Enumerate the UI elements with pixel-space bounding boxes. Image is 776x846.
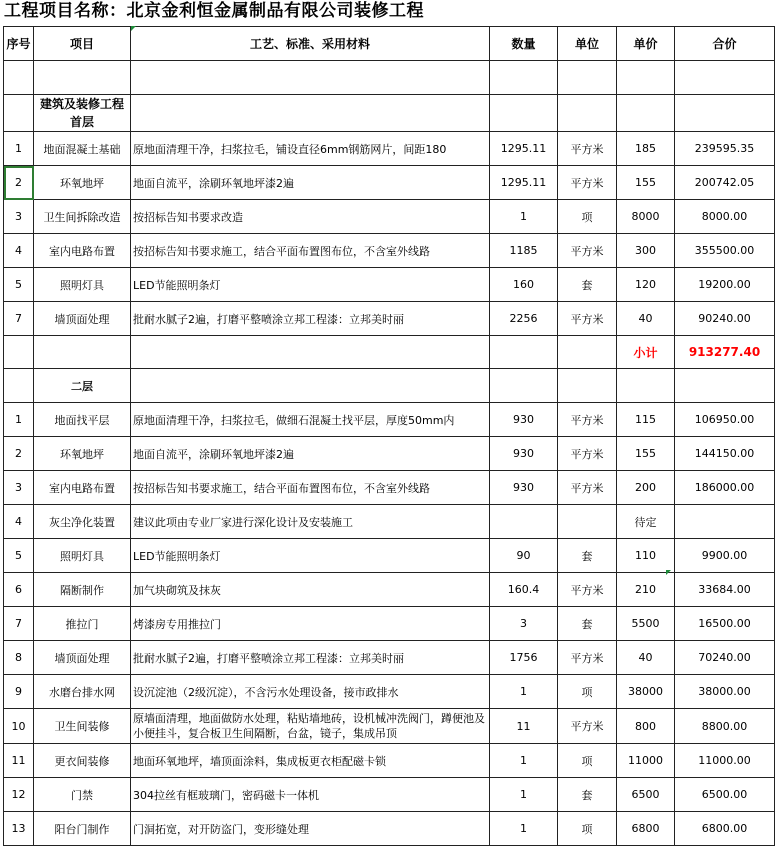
f2-cell-total[interactable]: 8800.00 <box>675 709 775 744</box>
f1-cell-unit[interactable]: 平方米 <box>558 302 617 336</box>
f2-cell-desc[interactable]: 批耐水腻子2遍，打磨平整喷涂立邦工程漆：立邦美时丽 <box>131 641 490 675</box>
f2-cell-unit[interactable]: 平方米 <box>558 709 617 744</box>
f1-cell-item[interactable]: 墙顶面处理 <box>34 302 131 336</box>
f1-cell-price[interactable]: 155 <box>617 166 675 200</box>
f2-cell-total[interactable]: 70240.00 <box>675 641 775 675</box>
f2-cell-item[interactable]: 推拉门 <box>34 607 131 641</box>
f2-cell-price[interactable]: 6500 <box>617 778 675 812</box>
table-row <box>4 166 775 200</box>
table-row <box>4 778 775 812</box>
table-row <box>4 641 775 675</box>
f2-cell-seq[interactable]: 8 <box>4 641 34 675</box>
table-row <box>4 607 775 641</box>
f1-cell-total[interactable]: 19200.00 <box>675 268 775 302</box>
f2-cell-qty[interactable]: 90 <box>490 539 558 573</box>
cell-comment-marker <box>131 26 136 31</box>
f2-cell-qty[interactable]: 3 <box>490 607 558 641</box>
f2-cell-price[interactable]: 5500 <box>617 607 675 641</box>
f2-cell-total[interactable]: 11000.00 <box>675 744 775 778</box>
empty-cell[interactable] <box>617 369 675 403</box>
f2-cell-seq[interactable]: 12 <box>4 778 34 812</box>
section-floor1-label[interactable] <box>34 95 131 132</box>
f2-cell-item[interactable]: 照明灯具 <box>34 539 131 573</box>
f2-cell-item[interactable]: 门禁 <box>34 778 131 812</box>
header-item[interactable]: 项目 <box>34 27 131 61</box>
f1-cell-qty[interactable]: 1295.11 <box>490 132 558 166</box>
f2-cell-qty[interactable]: 160.4 <box>490 573 558 607</box>
f2-cell-unit[interactable]: 平方米 <box>558 471 617 505</box>
header-desc[interactable]: 工艺、标准、采用材料 <box>131 27 490 61</box>
f2-cell-total[interactable]: 16500.00 <box>675 607 775 641</box>
f2-cell-price[interactable]: 110 <box>617 539 675 573</box>
f1-cell-seq[interactable]: 7 <box>4 302 34 336</box>
table-row <box>4 403 775 437</box>
table-row <box>4 573 775 607</box>
f1-cell-qty[interactable]: 2256 <box>490 302 558 336</box>
f2-cell-seq[interactable]: 10 <box>4 709 34 744</box>
f1-cell-qty[interactable]: 1185 <box>490 234 558 268</box>
f1-cell-qty[interactable]: 160 <box>490 268 558 302</box>
f1-cell-price[interactable]: 120 <box>617 268 675 302</box>
f2-cell-qty[interactable]: 930 <box>490 403 558 437</box>
f2-cell-desc[interactable]: 按招标告知书要求施工，结合平面布置图布位，不含室外线路 <box>131 471 490 505</box>
empty-cell[interactable] <box>675 369 775 403</box>
f2-cell-qty[interactable]: 1756 <box>490 641 558 675</box>
f2-cell-seq[interactable]: 4 <box>4 505 34 539</box>
empty-cell[interactable] <box>4 336 34 369</box>
table-row <box>4 234 775 268</box>
f2-cell-seq[interactable]: 6 <box>4 573 34 607</box>
f2-cell-unit[interactable]: 项 <box>558 812 617 846</box>
f1-cell-seq[interactable]: 2 <box>4 166 34 200</box>
f2-cell-total[interactable]: 6800.00 <box>675 812 775 846</box>
empty-cell[interactable] <box>490 369 558 403</box>
f2-cell-unit[interactable]: 套 <box>558 539 617 573</box>
f2-cell-desc[interactable]: 烤漆房专用推拉门 <box>131 607 490 641</box>
f2-cell-item[interactable]: 墙顶面处理 <box>34 641 131 675</box>
table-row <box>4 200 775 234</box>
f2-cell-item[interactable]: 阳台门制作 <box>34 812 131 846</box>
f2-cell-price[interactable]: 6800 <box>617 812 675 846</box>
f2-cell-desc[interactable]: 加气块砌筑及抹灰 <box>131 573 490 607</box>
f2-cell-price[interactable]: 800 <box>617 709 675 744</box>
f1-cell-desc[interactable]: LED节能照明条灯 <box>131 268 490 302</box>
f1-cell-item[interactable]: 卫生间拆除改造 <box>34 200 131 234</box>
empty-cell[interactable] <box>131 369 490 403</box>
empty-cell[interactable] <box>131 336 490 369</box>
f1-cell-seq[interactable]: 3 <box>4 200 34 234</box>
f1-cell-unit[interactable]: 平方米 <box>558 234 617 268</box>
quote-table <box>3 26 775 846</box>
f1-cell-item[interactable]: 环氧地坪 <box>34 166 131 200</box>
f1-cell-price[interactable]: 300 <box>617 234 675 268</box>
floor2-label[interactable]: 二层 <box>34 369 131 403</box>
f2-cell-item[interactable]: 环氧地坪 <box>34 437 131 471</box>
f2-cell-unit[interactable]: 项 <box>558 744 617 778</box>
f2-cell-desc[interactable]: 原地面清理干净，扫浆拉毛，做细石混凝土找平层，厚度50mm内 <box>131 403 490 437</box>
f1-cell-total[interactable]: 8000.00 <box>675 200 775 234</box>
f2-cell-seq[interactable]: 3 <box>4 471 34 505</box>
empty-cell[interactable] <box>558 336 617 369</box>
f2-cell-price[interactable]: 200 <box>617 471 675 505</box>
f2-cell-desc[interactable]: 设沉淀池（2级沉淀），不含污水处理设备，接市政排水 <box>131 675 490 709</box>
section-title: 建筑及装修工程 <box>39 97 124 111</box>
table-row <box>4 505 775 539</box>
f2-cell-qty[interactable]: 1 <box>490 675 558 709</box>
f1-cell-unit[interactable]: 项 <box>558 200 617 234</box>
f2-cell-price[interactable]: 115 <box>617 403 675 437</box>
table-row <box>4 539 775 573</box>
f1-cell-desc[interactable]: 原地面清理干净，扫浆拉毛，铺设直径6mm钢筋网片，间距180 <box>131 132 490 166</box>
f1-cell-price[interactable]: 40 <box>617 302 675 336</box>
f2-cell-qty[interactable]: 930 <box>490 471 558 505</box>
f1-cell-unit[interactable]: 平方米 <box>558 166 617 200</box>
header-total[interactable]: 合价 <box>675 27 775 61</box>
table-row <box>4 744 775 778</box>
f2-cell-total[interactable]: 6500.00 <box>675 778 775 812</box>
f2-cell-desc[interactable]: 门洞拓宽，对开防盗门，变形缝处理 <box>131 812 490 846</box>
f1-cell-seq[interactable]: 1 <box>4 132 34 166</box>
table-row <box>4 709 775 744</box>
f2-cell-item[interactable]: 灰尘净化装置 <box>34 505 131 539</box>
f2-cell-desc[interactable]: 304拉丝有框玻璃门，密码磁卡一体机 <box>131 778 490 812</box>
f1-cell-total[interactable]: 90240.00 <box>675 302 775 336</box>
table-row <box>4 675 775 709</box>
f2-cell-unit[interactable]: 平方米 <box>558 641 617 675</box>
empty-cell[interactable] <box>558 369 617 403</box>
f2-cell-item[interactable]: 地面找平层 <box>34 403 131 437</box>
table-row <box>4 302 775 336</box>
f2-cell-unit[interactable] <box>558 505 617 539</box>
f1-cell-seq[interactable]: 4 <box>4 234 34 268</box>
f1-cell-total[interactable]: 239595.35 <box>675 132 775 166</box>
f1-cell-desc[interactable]: 批耐水腻子2遍，打磨平整喷涂立邦工程漆：立邦美时丽 <box>131 302 490 336</box>
f2-cell-item[interactable]: 卫生间装修 <box>34 709 131 744</box>
empty-cell[interactable] <box>4 369 34 403</box>
header-row <box>4 27 775 61</box>
f2-cell-qty[interactable] <box>490 505 558 539</box>
f2-cell-price[interactable]: 待定 <box>617 505 675 539</box>
table-row <box>4 437 775 471</box>
f2-cell-desc[interactable]: LED节能照明条灯 <box>131 539 490 573</box>
f2-cell-unit[interactable]: 平方米 <box>558 437 617 471</box>
section-row-floor1 <box>4 95 775 132</box>
f2-cell-unit[interactable]: 平方米 <box>558 573 617 607</box>
f2-cell-desc[interactable]: 地面自流平，涂刷环氧地坪漆2遍 <box>131 437 490 471</box>
f2-cell-qty[interactable]: 1 <box>490 778 558 812</box>
f1-cell-total[interactable]: 200742.05 <box>675 166 775 200</box>
f2-cell-qty[interactable]: 930 <box>490 437 558 471</box>
f2-cell-qty[interactable]: 1 <box>490 812 558 846</box>
f2-cell-price[interactable]: 210 <box>617 573 675 607</box>
f2-cell-unit[interactable]: 项 <box>558 675 617 709</box>
f2-cell-total[interactable]: 33684.00 <box>675 573 775 607</box>
f2-cell-qty[interactable]: 1 <box>490 744 558 778</box>
subtotal-value: 913277.40 <box>675 336 775 369</box>
f1-cell-item[interactable]: 地面混凝土基础 <box>34 132 131 166</box>
f2-cell-price[interactable]: 11000 <box>617 744 675 778</box>
subtotal-row <box>4 336 775 369</box>
f2-cell-desc[interactable]: 原墙面清理，地面做防水处理，粘贴墙地砖，设机械冲洗阀门，蹲便池及小便挂斗，复合板卫生间隔断，台盆，镜子，集成吊顶 <box>131 709 490 744</box>
f2-cell-total[interactable]: 106950.00 <box>675 403 775 437</box>
cell-comment-marker <box>666 570 671 575</box>
f1-cell-total[interactable]: 355500.00 <box>675 234 775 268</box>
f2-cell-unit[interactable]: 套 <box>558 778 617 812</box>
f2-cell-price[interactable]: 38000 <box>617 675 675 709</box>
f2-cell-seq[interactable]: 13 <box>4 812 34 846</box>
f2-cell-total[interactable]: 38000.00 <box>675 675 775 709</box>
subtotal-label: 小计 <box>617 336 675 369</box>
f1-cell-price[interactable]: 8000 <box>617 200 675 234</box>
project-title: 工程项目名称：北京金利恒金属制品有限公司装修工程 <box>4 1 424 21</box>
empty-cell[interactable] <box>490 336 558 369</box>
f1-cell-desc[interactable]: 按招标告知书要求改造 <box>131 200 490 234</box>
f1-cell-desc[interactable]: 按招标告知书要求施工，结合平面布置图布位，不含室外线路 <box>131 234 490 268</box>
f2-cell-price[interactable]: 155 <box>617 437 675 471</box>
f2-cell-total[interactable]: 9900.00 <box>675 539 775 573</box>
f2-cell-item[interactable]: 隔断制作 <box>34 573 131 607</box>
table-row <box>4 471 775 505</box>
table-row <box>4 268 775 302</box>
f1-cell-qty[interactable]: 1295.11 <box>490 166 558 200</box>
f1-cell-unit[interactable]: 套 <box>558 268 617 302</box>
f1-cell-item[interactable]: 室内电路布置 <box>34 234 131 268</box>
f2-cell-seq[interactable]: 2 <box>4 437 34 471</box>
section-row-blank <box>4 61 775 95</box>
header-seq[interactable]: 序号 <box>4 27 34 61</box>
f2-cell-item[interactable]: 更衣间装修 <box>34 744 131 778</box>
empty-cell[interactable] <box>34 336 131 369</box>
f2-cell-desc[interactable]: 地面环氧地坪，墙顶面涂料，集成板更衣柜配磁卡锁 <box>131 744 490 778</box>
f2-cell-seq[interactable]: 5 <box>4 539 34 573</box>
f1-cell-unit[interactable]: 平方米 <box>558 132 617 166</box>
f1-cell-desc[interactable]: 地面自流平，涂刷环氧地坪漆2遍 <box>131 166 490 200</box>
floor1-label: 首层 <box>69 115 94 129</box>
f1-cell-seq[interactable]: 5 <box>4 268 34 302</box>
f2-cell-price[interactable]: 40 <box>617 641 675 675</box>
f2-cell-unit[interactable]: 平方米 <box>558 403 617 437</box>
f2-cell-seq[interactable]: 1 <box>4 403 34 437</box>
f2-cell-unit[interactable]: 套 <box>558 607 617 641</box>
f1-cell-price[interactable]: 185 <box>617 132 675 166</box>
f2-cell-seq[interactable]: 9 <box>4 675 34 709</box>
f2-cell-item[interactable]: 室内电路布置 <box>34 471 131 505</box>
f2-cell-desc[interactable]: 建议此项由专业厂家进行深化设计及安装施工 <box>131 505 490 539</box>
table-row <box>4 132 775 166</box>
header-unit[interactable]: 单位 <box>558 27 617 61</box>
header-price[interactable]: 单价 <box>617 27 675 61</box>
table-row <box>4 812 775 846</box>
f1-cell-qty[interactable]: 1 <box>490 200 558 234</box>
f2-cell-seq[interactable]: 7 <box>4 607 34 641</box>
f2-cell-total[interactable] <box>675 505 775 539</box>
header-qty[interactable]: 数量 <box>490 27 558 61</box>
f2-cell-total[interactable]: 144150.00 <box>675 437 775 471</box>
f2-cell-seq[interactable]: 11 <box>4 744 34 778</box>
f2-cell-total[interactable]: 186000.00 <box>675 471 775 505</box>
f2-cell-qty[interactable]: 11 <box>490 709 558 744</box>
f1-cell-item[interactable]: 照明灯具 <box>34 268 131 302</box>
section-row-floor2 <box>4 369 775 403</box>
f2-cell-item[interactable]: 水磨台排水网 <box>34 675 131 709</box>
